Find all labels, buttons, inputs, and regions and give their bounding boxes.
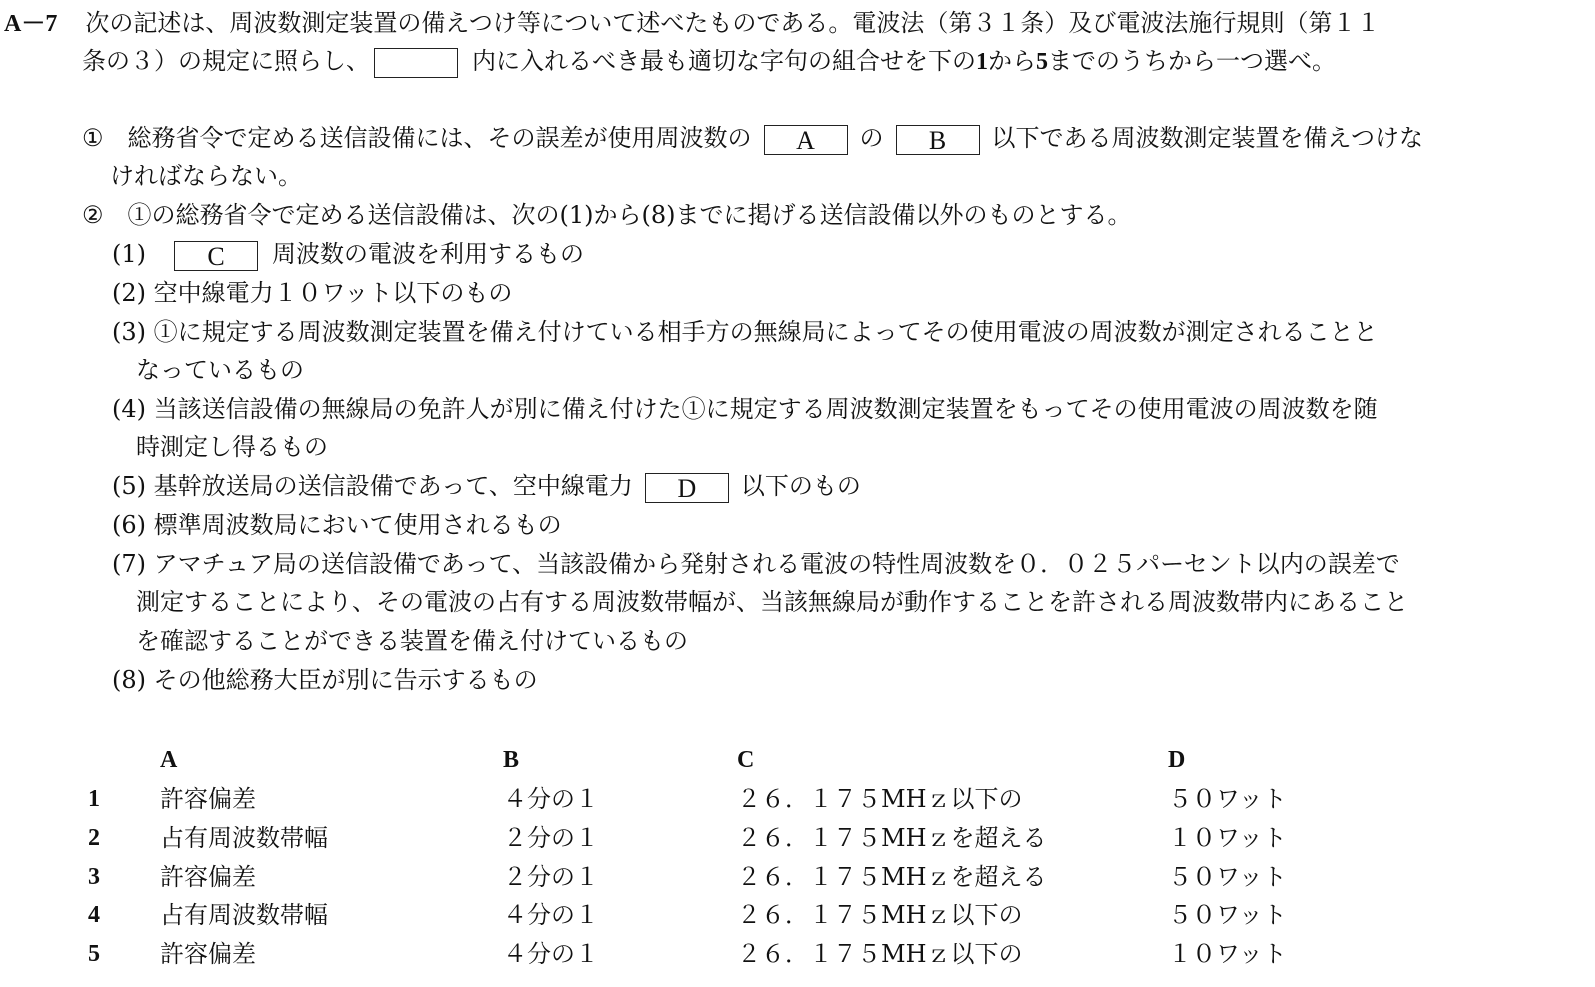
blank-box-d: D [645,473,729,503]
question-number: A－7 [4,11,58,37]
question-text-2a: 条の３）の規定に照らし、 [82,47,370,75]
cell-b: ４分の１ [503,901,599,929]
sub-item-3-line-2: なっているもの [136,356,304,384]
sub-item-1-mark: (1) [112,240,146,268]
sub-item-5-text-b: 以下のもの [740,472,861,500]
sub-item-7-line-3: を確認することができる装置を備え付けているもの [136,627,688,655]
cell-a: 許容偏差 [160,785,256,813]
sub-item-7-line-1: (7) アマチュア局の送信設備であって、当該設備から発射される電波の特性周波数を０．０２５パーセント以内の誤差で [112,550,1400,578]
table-header-b: B [503,747,520,773]
cell-d: ５０ワット [1168,785,1287,813]
sub-item-2: (2) 空中線電力１０ワット以下のもの [112,279,513,307]
question-text-1: 次の記述は、周波数測定装置の備えつけ等について述べたものである。電波法（第３１条）及び電波法施行規則（第１１ [85,9,1381,37]
row-number: 3 [88,864,100,890]
item-1-mark: ① [82,124,104,152]
cell-b: ４分の１ [503,940,599,968]
cell-c: ２６．１７５MHｚ以下の [737,940,1023,968]
item-1-text-a: 総務省令で定める送信設備には、その誤差が使用周波数の [127,124,752,152]
sub-item-7-line-2: 測定することにより、その電波の占有する周波数帯幅が、当該無線局が動作することを許される周波数帯内にあること [136,588,1408,616]
row-number: 5 [88,941,100,967]
row-number: 2 [88,825,100,851]
item-1-line-1 [82,123,1423,155]
cell-c: ２６．１７５MHｚ以下の [737,901,1023,929]
cell-d: １０ワット [1168,940,1287,968]
question-line-2 [82,46,1336,78]
sub-item-1-text: 周波数の電波を利用するもの [272,240,584,268]
item-1-text-b: の [859,124,884,152]
sub-item-4-line-2: 時測定し得るもの [136,433,328,461]
sub-item-5-text-a: (5) 基幹放送局の送信設備であって、空中線電力 [112,472,633,500]
cell-a: 占有周波数帯幅 [160,901,328,929]
cell-a: 許容偏差 [160,863,256,891]
cell-d: ５０ワット [1168,901,1287,929]
item-1-text-c: 以下である周波数測定装置を備えつけな [991,124,1424,152]
question-line-1 [4,8,1380,39]
cell-c: ２６．１７５MHｚを超える [737,863,1047,891]
item-2-mark: ② [82,201,104,229]
sub-item-6: (6) 標準周波数局において使用されるもの [112,511,562,539]
item-2-text: ①の総務省令で定める送信設備は、次の(1)から(8)までに掲げる送信設備以外のものとする。 [127,201,1132,229]
blank-box-b: B [896,125,980,155]
sub-item-5 [112,471,861,503]
cell-b: ４分の１ [503,785,599,813]
sub-item-4-line-1: (4) 当該送信設備の無線局の免許人が別に備え付けた①に規定する周波数測定装置をもってその使用電波の周波数を随 [112,395,1378,423]
question-text-2c: から [988,47,1036,75]
cell-d: １０ワット [1168,824,1287,852]
item-1-line-2: ければならない。 [110,162,302,190]
table-header-c: C [737,747,755,773]
table-header-d: D [1168,747,1186,773]
blank-box-c: C [174,241,258,271]
item-2-line [82,200,1132,230]
cell-b: ２分の１ [503,824,599,852]
row-number: 1 [88,786,100,812]
question-text-2d: までのうちから一つ選べ。 [1048,47,1336,75]
sub-item-3-line-1: (3) ①に規定する周波数測定装置を備え付けている相手方の無線局によってその使用電波の周波数が測定されることと [112,318,1378,346]
table-header-a: A [160,747,178,773]
cell-a: 占有周波数帯幅 [160,824,328,852]
question-text-2b: 内に入れるべき最も適切な字句の組合せを下の [472,47,976,75]
cell-b: ２分の１ [503,863,599,891]
cell-c: ２６．１７５MHｚ以下の [737,785,1023,813]
blank-box-a: A [764,125,848,155]
blank-box-legend [374,48,458,78]
choice-range-start: 1 [976,49,988,75]
sub-item-1 [112,239,584,271]
sub-item-8: (8) その他総務大臣が別に告示するもの [112,666,538,694]
row-number: 4 [88,902,100,928]
cell-d: ５０ワット [1168,863,1287,891]
cell-c: ２６．１７５MHｚを超える [737,824,1047,852]
cell-a: 許容偏差 [160,940,256,968]
choice-range-end: 5 [1036,49,1048,75]
